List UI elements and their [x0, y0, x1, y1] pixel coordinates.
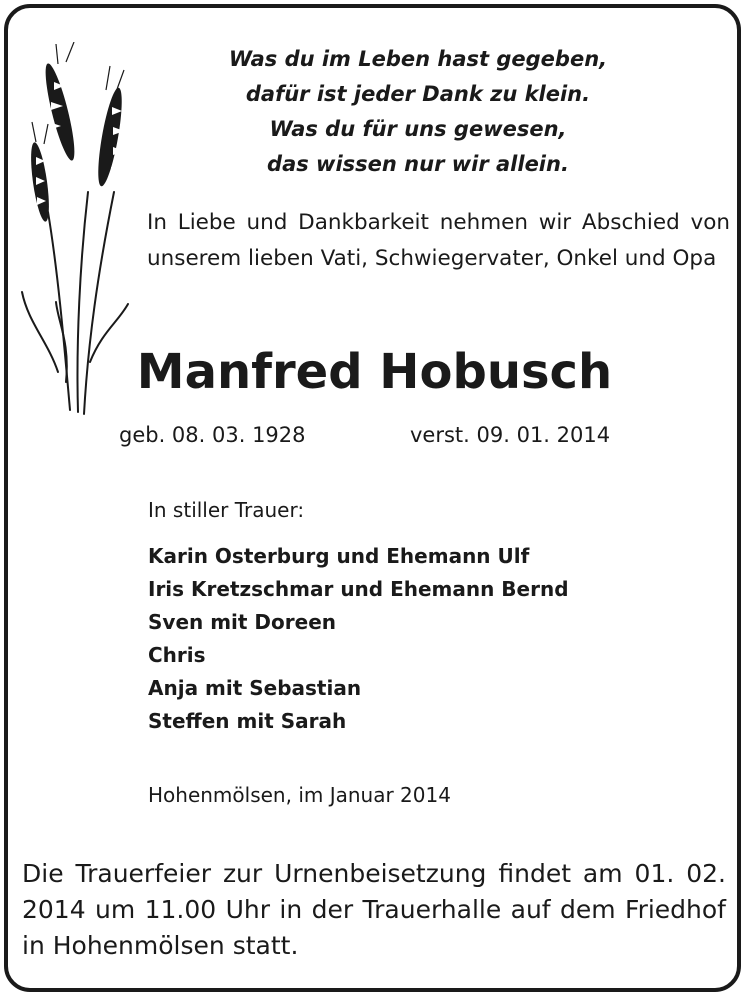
service-announcement: Die Trauerfeier zur Urnenbeisetzung findet am 01. 02. 2014 um 11.00 Uhr in der Trauerhalle auf dem Friedhof in Hohenmölsen statt.	[22, 859, 726, 960]
deceased-name	[0, 338, 749, 406]
poem-line: dafür ist jeder Dank zu klein.	[245, 82, 591, 106]
mourner-name: Sven mit Doreen	[148, 610, 336, 634]
mourning-label: In stiller Trauer:	[148, 498, 305, 522]
birth-date: geb. 08. 03. 1928	[119, 423, 306, 447]
poem-line: Was du im Leben hast gegeben,	[228, 47, 608, 71]
poem-line: das wissen nur wir allein.	[267, 152, 569, 176]
place-date: Hohenmölsen, im Januar 2014	[148, 783, 451, 807]
mourners-list	[148, 540, 569, 738]
mourner-name: Steffen mit Sarah	[148, 709, 347, 733]
mourner-name: Iris Kretzschmar und Ehemann Bernd	[148, 577, 569, 601]
mourner-name: Chris	[148, 643, 206, 667]
mourner-name: Karin Osterburg und Ehemann Ulf	[148, 544, 530, 568]
poem	[150, 42, 686, 182]
mourner-name: Anja mit Sebastian	[148, 676, 362, 700]
intro-text: In Liebe und Dankbarkeit nehmen wir Abschied von unserem lieben Vati, Schwiegervater, Onkel und Opa	[147, 210, 730, 271]
deceased-name-text: Manfred Hobusch	[136, 344, 613, 400]
death-date: verst. 09. 01. 2014	[410, 423, 611, 447]
poem-line: Was du für uns gewesen,	[269, 117, 567, 141]
